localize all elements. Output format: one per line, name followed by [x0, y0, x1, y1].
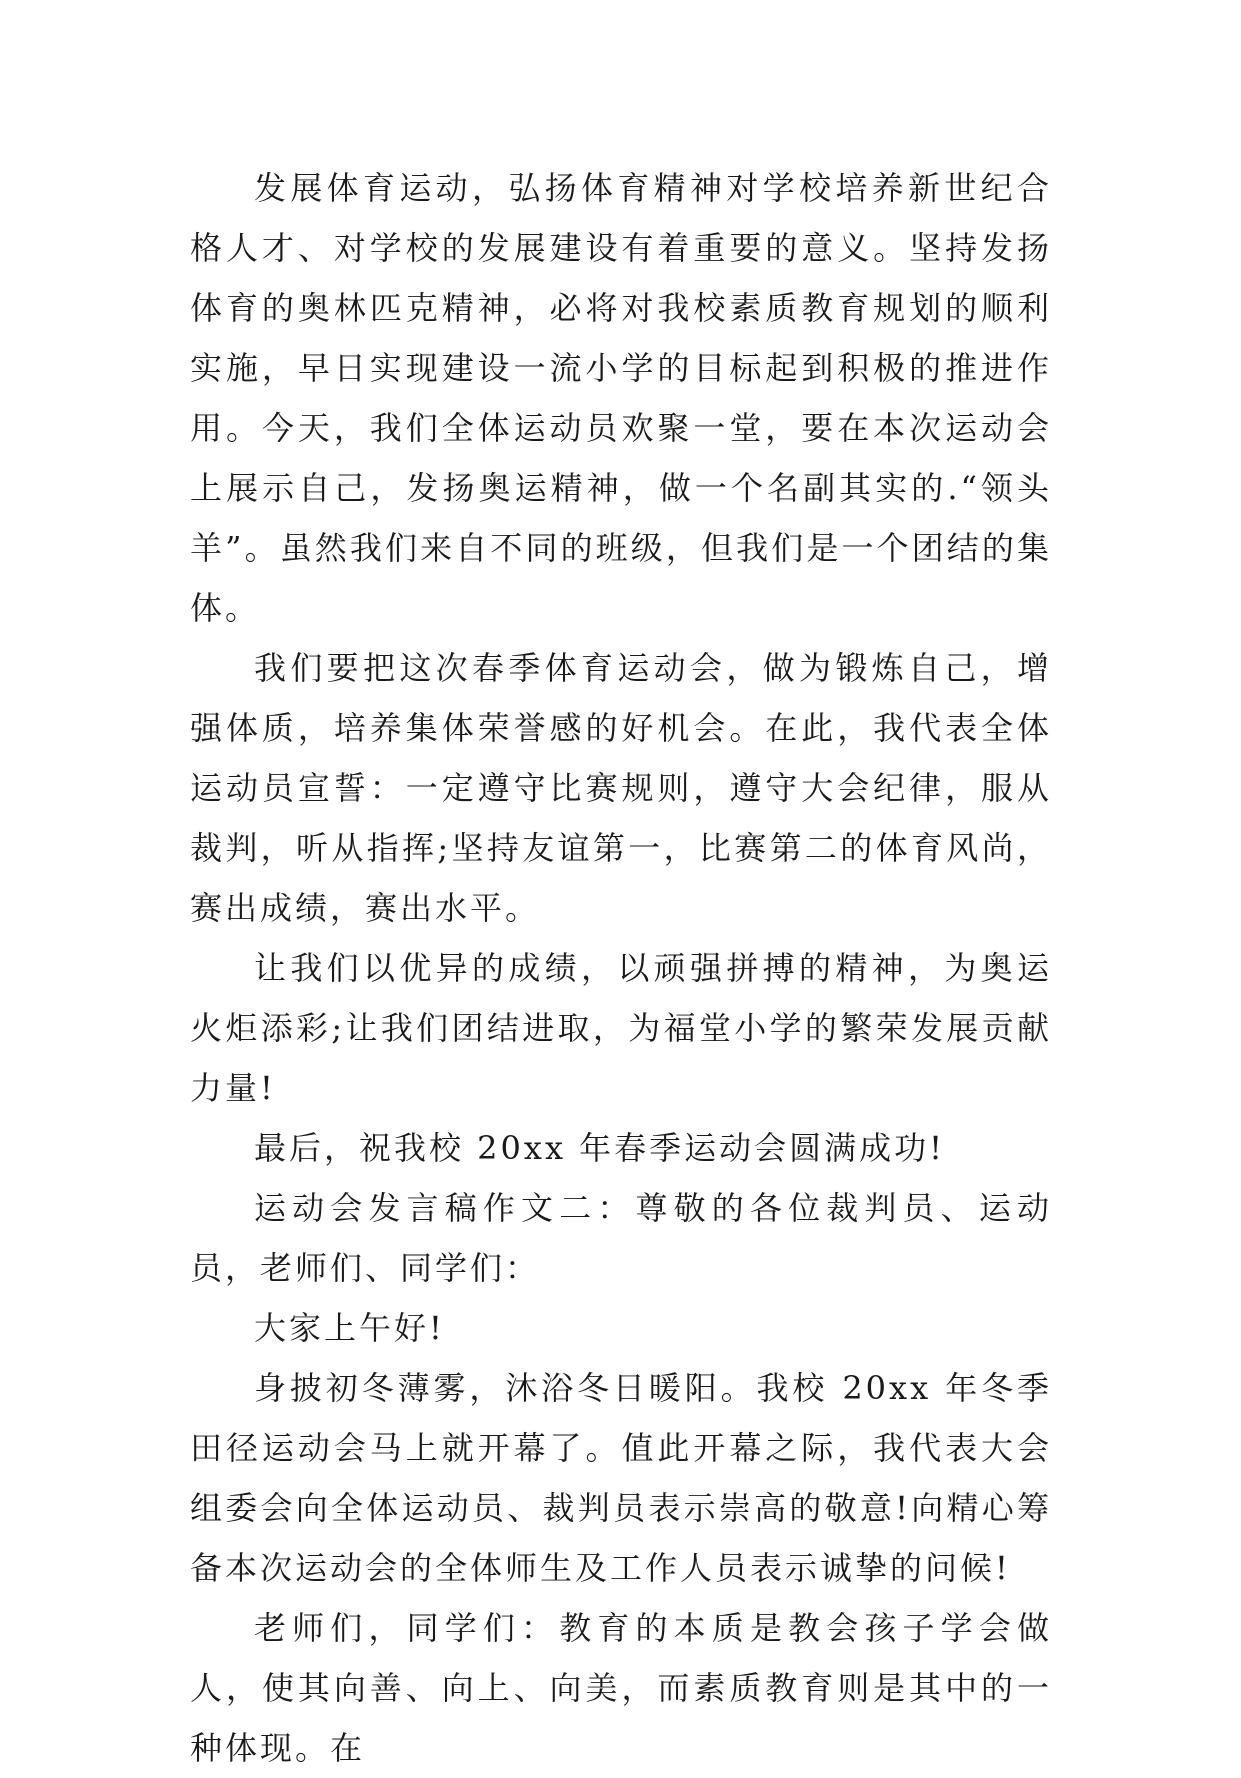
document-body	[190, 158, 1052, 1778]
paragraph: 我们要把这次春季体育运动会，做为锻炼自己，增强体质，培养集体荣誉感的好机会。在此，我代表全体运动员宣誓：一定遵守比赛规则，遵守大会纪律，服从裁判，听从指挥;坚持友谊第一，比赛第二的体育风尚，赛出成绩，赛出水平。	[190, 649, 1052, 927]
paragraph: 发展体育运动，弘扬体育精神对学校培养新世纪合格人才、对学校的发展建设有着重要的意义。坚持发扬体育的奥林匹克精神，必将对我校素质教育规划的顺利实施，早日实现建设一流小学的目标起到积极的推进作用。今天，我们全体运动员欢聚一堂，要在本次运动会上展示自己，发扬奥运精神，做一个名副其实的.“领头羊”。虽然我们来自不同的班级，但我们是一个团结的集体。	[190, 169, 1052, 627]
paragraph: 大家上午好!	[254, 1309, 445, 1347]
paragraph: 运动会发言稿作文二：尊敬的各位裁判员、运动员，老师们、同学们：	[190, 1189, 1052, 1287]
paragraph: 让我们以优异的成绩，以顽强拼搏的精神，为奥运火炬添彩;让我们团结进取，为福堂小学的繁荣发展贡献力量!	[190, 949, 1052, 1107]
paragraph: 老师们，同学们：教育的本质是教会孩子学会做人，使其向善、向上、向美，而素质教育则是其中的一种体现。在	[190, 1609, 1052, 1767]
paragraph: 最后，祝我校 20xx 年春季运动会圆满成功!	[254, 1129, 946, 1167]
paragraph: 身披初冬薄雾，沐浴冬日暖阳。我校 20xx 年冬季田径运动会马上就开幕了。值此开幕之际，我代表大会组委会向全体运动员、裁判员表示崇高的敬意!向精心筹备本次运动会的全体师生及工作人员表示诚挚的问候!	[190, 1369, 1052, 1587]
